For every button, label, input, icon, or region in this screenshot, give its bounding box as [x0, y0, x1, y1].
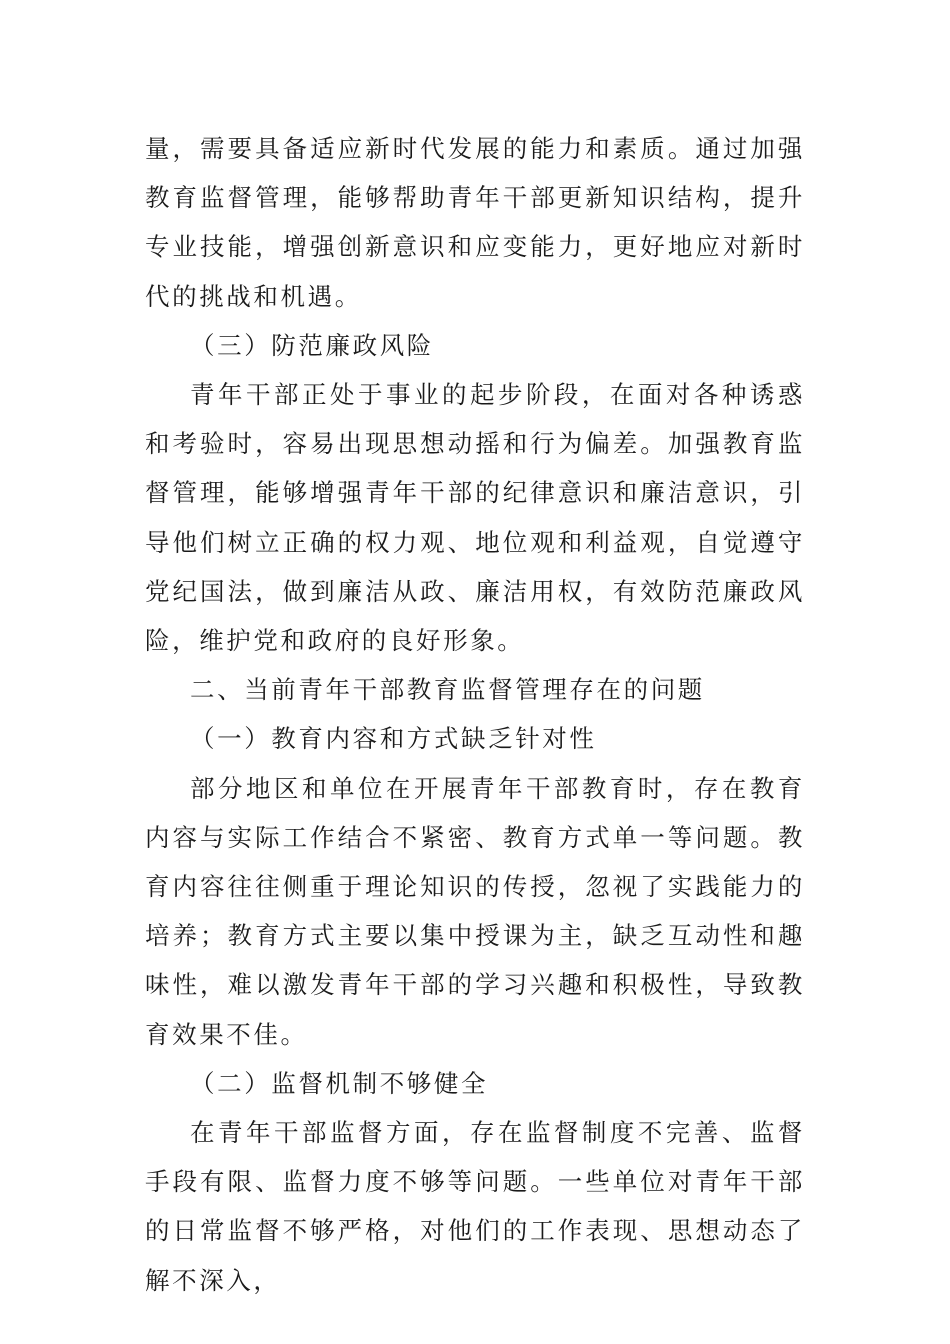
- paragraph-continued: 量，需要具备适应新时代发展的能力和素质。通过加强教育监督管理，能够帮助青年干部更新知识结构，提升专业技能，增强创新意识和应变能力，更好地应对新时代的挑战和机遇。: [145, 134, 805, 311]
- subheading-education-content: （一）教育内容和方式缺乏针对性: [190, 724, 597, 754]
- paragraph-supervision-mechanism: 在青年干部监督方面，存在监督制度不完善、监督手段有限、监督力度不够等问题。一些单位对青年干部的日常监督不够严格，对他们的工作表现、思想动态了解不深入，: [145, 1118, 805, 1295]
- paragraph-corruption-risk: 青年干部正处于事业的起步阶段，在面对各种诱惑和考验时，容易出现思想动摇和行为偏差。加强教育监督管理，能够增强青年干部的纪律意识和廉洁意识，引导他们树立正确的权力观、地位观和利益观，自觉遵守党纪国法，做到廉洁从政、廉洁用权，有效防范廉政风险，维护党和政府的良好形象。: [145, 380, 805, 656]
- section-heading-current-problems: 二、当前青年干部教育监督管理存在的问题: [190, 675, 705, 705]
- subheading-prevent-corruption-risk: （三）防范廉政风险: [190, 330, 434, 360]
- subheading-supervision-mechanism: （二）监督机制不够健全: [190, 1068, 489, 1098]
- document-body: [145, 124, 805, 1305]
- paragraph-education-content: 部分地区和单位在开展青年干部教育时，存在教育内容与实际工作结合不紧密、教育方式单一等问题。教育内容往往侧重于理论知识的传授，忽视了实践能力的培养；教育方式主要以集中授课为主，缺乏互动性和趣味性，难以激发青年干部的学习兴趣和积极性，导致教育效果不佳。: [145, 773, 805, 1049]
